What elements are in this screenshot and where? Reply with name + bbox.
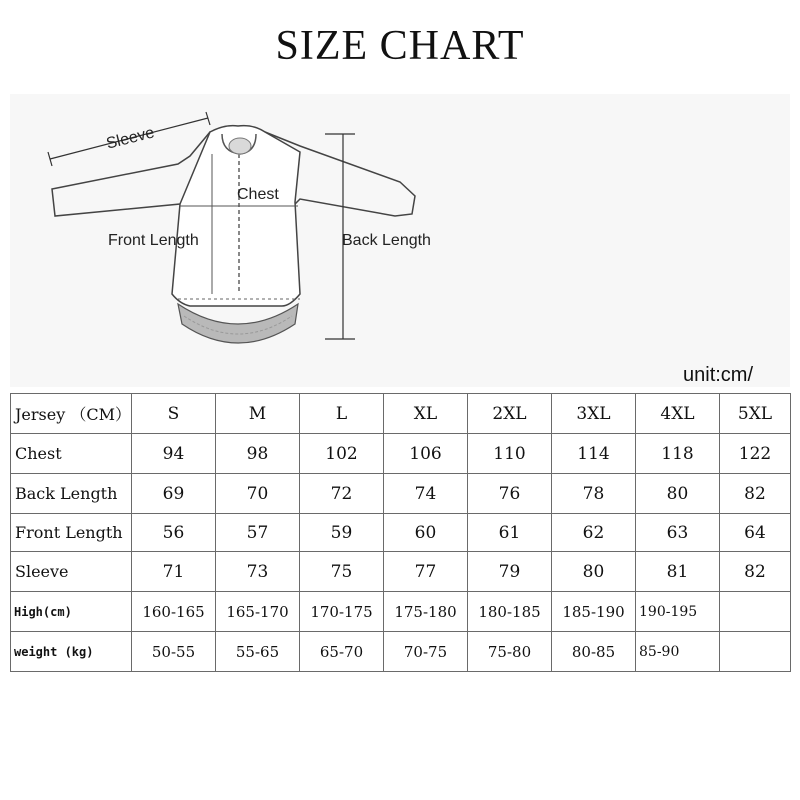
value-cell: 75 <box>300 552 384 592</box>
value-cell: 73 <box>216 552 300 592</box>
table-row <box>11 514 791 552</box>
front-length-label: Front Length <box>108 232 199 249</box>
back-length-label: Back Length <box>342 232 431 249</box>
value-cell: 94 <box>132 434 216 474</box>
value-cell: 69 <box>132 474 216 514</box>
value-cell: 82 <box>720 474 791 514</box>
value-cell: 61 <box>468 514 552 552</box>
value-cell: 190-195 <box>636 592 720 632</box>
row-label-cell: Front Length <box>11 514 132 552</box>
size-header-cell: M <box>216 394 300 434</box>
table-row <box>11 434 791 474</box>
value-cell: 98 <box>216 434 300 474</box>
size-header-cell: S <box>132 394 216 434</box>
value-cell: 74 <box>384 474 468 514</box>
size-header-cell: XL <box>384 394 468 434</box>
table-row <box>11 552 791 592</box>
size-header-cell: 2XL <box>468 394 552 434</box>
row-label-cell: Sleeve <box>11 552 132 592</box>
value-cell: 55-65 <box>216 632 300 672</box>
value-cell <box>720 632 791 672</box>
row-label-cell: High(cm) <box>11 592 132 632</box>
value-cell: 81 <box>636 552 720 592</box>
value-cell: 60 <box>384 514 468 552</box>
value-cell: 57 <box>216 514 300 552</box>
value-cell: 170-175 <box>300 592 384 632</box>
value-cell: 82 <box>720 552 791 592</box>
value-cell: 165-170 <box>216 592 300 632</box>
value-cell: 110 <box>468 434 552 474</box>
unit-label: unit:cm/ <box>683 364 754 386</box>
value-cell: 122 <box>720 434 791 474</box>
value-cell: 80 <box>552 552 636 592</box>
value-cell: 114 <box>552 434 636 474</box>
value-cell: 180-185 <box>468 592 552 632</box>
value-cell: 175-180 <box>384 592 468 632</box>
row-label-cell: Back Length <box>11 474 132 514</box>
value-cell: 65-70 <box>300 632 384 672</box>
value-cell: 79 <box>468 552 552 592</box>
value-cell: 62 <box>552 514 636 552</box>
row-label-cell: weight (kg) <box>11 632 132 672</box>
chest-label: Chest <box>237 186 279 203</box>
value-cell: 70-75 <box>384 632 468 672</box>
size-header-cell: 4XL <box>636 394 720 434</box>
table-row <box>11 592 791 632</box>
table-header-label: Jersey （CM） <box>11 394 132 434</box>
value-cell: 75-80 <box>468 632 552 672</box>
value-cell: 76 <box>468 474 552 514</box>
value-cell: 70 <box>216 474 300 514</box>
value-cell: 160-165 <box>132 592 216 632</box>
value-cell: 106 <box>384 434 468 474</box>
size-header-cell: L <box>300 394 384 434</box>
value-cell: 185-190 <box>552 592 636 632</box>
jersey-diagram <box>10 94 790 387</box>
value-cell: 72 <box>300 474 384 514</box>
value-cell: 85-90 <box>636 632 720 672</box>
size-header-cell: 3XL <box>552 394 636 434</box>
table-header-row <box>11 394 791 434</box>
table-row <box>11 632 791 672</box>
sleeve-label: Sleeve <box>104 124 157 153</box>
row-label-cell: Chest <box>11 434 132 474</box>
value-cell: 102 <box>300 434 384 474</box>
value-cell: 77 <box>384 552 468 592</box>
size-header-cell: 5XL <box>720 394 791 434</box>
value-cell: 50-55 <box>132 632 216 672</box>
value-cell: 80-85 <box>552 632 636 672</box>
value-cell: 78 <box>552 474 636 514</box>
size-table <box>10 393 791 672</box>
value-cell: 80 <box>636 474 720 514</box>
value-cell: 56 <box>132 514 216 552</box>
value-cell: 64 <box>720 514 791 552</box>
page-title: SIZE CHART <box>275 23 525 69</box>
value-cell: 71 <box>132 552 216 592</box>
value-cell: 59 <box>300 514 384 552</box>
value-cell: 118 <box>636 434 720 474</box>
value-cell <box>720 592 791 632</box>
table-row <box>11 474 791 514</box>
value-cell: 63 <box>636 514 720 552</box>
